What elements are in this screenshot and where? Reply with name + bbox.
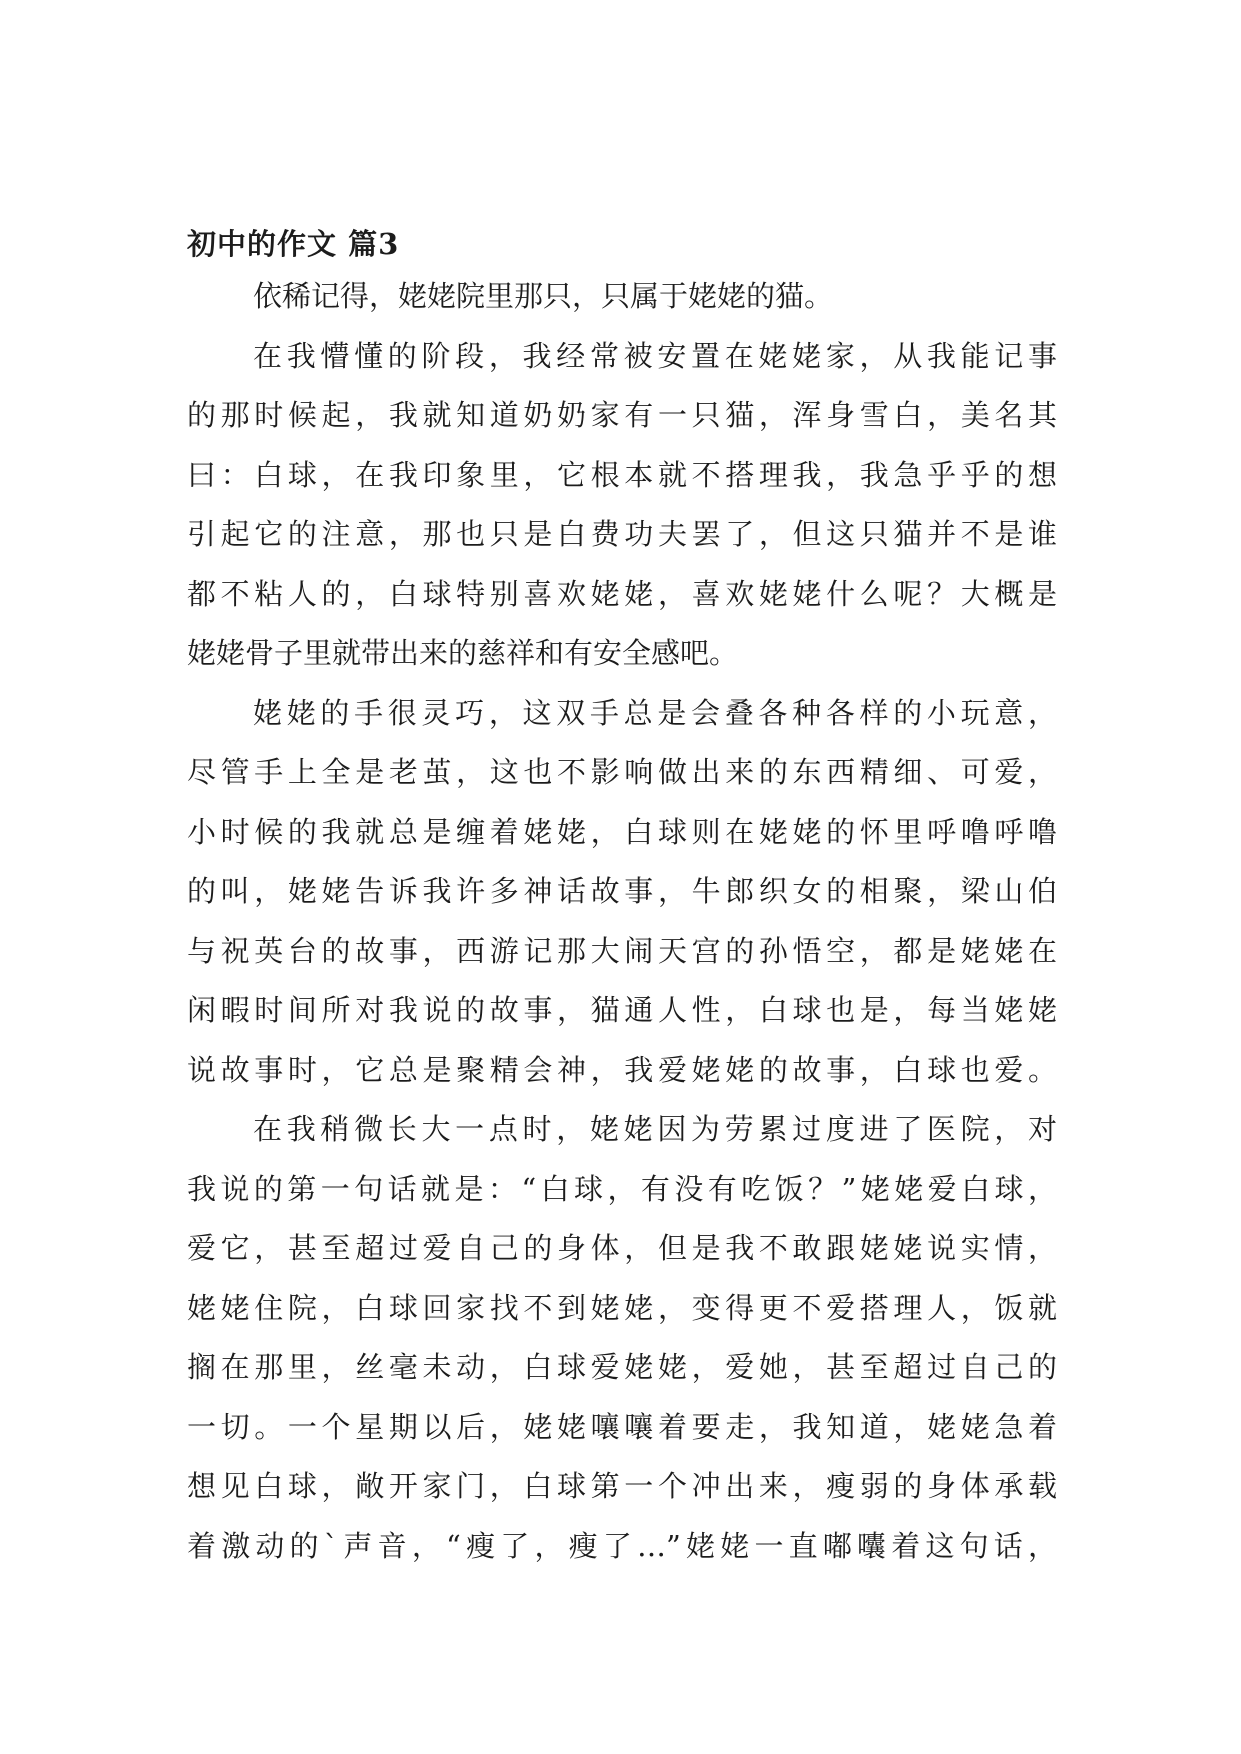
text-line: 姥姥的手很灵巧，这双手总是会叠各种各样的小玩意， <box>253 695 1057 730</box>
paragraph-4 <box>187 1100 1057 1576</box>
text-line: 闲暇时间所对我说的故事，猫通人性，白球也是，每当姥姥 <box>187 993 1057 1027</box>
text-line: 搁在那里，丝毫未动，白球爱姥姥，爱她，甚至超过自己的 <box>187 1350 1057 1384</box>
text-line: 依稀记得，姥姥院里那只，只属于姥姥的猫。 <box>253 279 834 313</box>
paragraph-3 <box>187 684 1057 1101</box>
text-line: 与祝英台的故事，西游记那大闹天宫的孙悟空，都是姥姥在 <box>187 933 1057 968</box>
text-line: 爱它，甚至超过爱自己的身体，但是我不敢跟姥姥说实情， <box>187 1231 1057 1265</box>
text-line: 引起它的注意，那也只是白费功夫罢了，但这只猫并不是谁 <box>187 517 1057 551</box>
text-line: 尽管手上全是老茧，这也不影响做出来的东西精细、可爱， <box>187 755 1057 789</box>
text-line: 我说的第一句话就是：“白球，有没有吃饭？”姥姥爱白球， <box>187 1171 1057 1206</box>
text-line: 想见白球，敞开家门，白球第一个冲出来，瘦弱的身体承载 <box>187 1469 1057 1503</box>
text-line: 姥姥骨子里就带出来的慈祥和有安全感吧。 <box>187 636 739 670</box>
text-line: 在我懵懂的阶段，我经常被安置在姥姥家，从我能记事 <box>253 338 1057 373</box>
text-line: 的叫，姥姥告诉我许多神话故事，牛郎织女的相聚，梁山伯 <box>187 874 1057 908</box>
text-line: 曰：白球，在我印象里，它根本就不搭理我，我急乎乎的想 <box>187 457 1057 492</box>
essay-heading: 初中的作文 篇3 <box>187 227 400 261</box>
text-line: 在我稍微长大一点时，姥姥因为劳累过度进了医院，对 <box>253 1112 1057 1146</box>
text-line: 一切。一个星期以后，姥姥嚷嚷着要走，我知道，姥姥急着 <box>187 1409 1057 1444</box>
text-line: 小时候的我就总是缠着姥姥，白球则在姥姥的怀里呼噜呼噜 <box>187 814 1057 849</box>
text-line: 都不粘人的，白球特别喜欢姥姥，喜欢姥姥什么呢？大概是 <box>187 576 1057 611</box>
paragraph-2 <box>187 327 1057 684</box>
text-line: 着激动的`声音，“瘦了，瘦了…”姥姥一直嘟囔着这句话， <box>187 1528 1057 1563</box>
text-line: 姥姥住院，白球回家找不到姥姥，变得更不爱搭理人，饭就 <box>187 1290 1057 1325</box>
paragraph-1 <box>187 267 1057 327</box>
text-line: 的那时候起，我就知道奶奶家有一只猫，浑身雪白，美名其 <box>187 398 1057 432</box>
text-line: 说故事时，它总是聚精会神，我爱姥姥的故事，白球也爱。 <box>187 1052 1057 1087</box>
document-body <box>187 222 1057 1576</box>
